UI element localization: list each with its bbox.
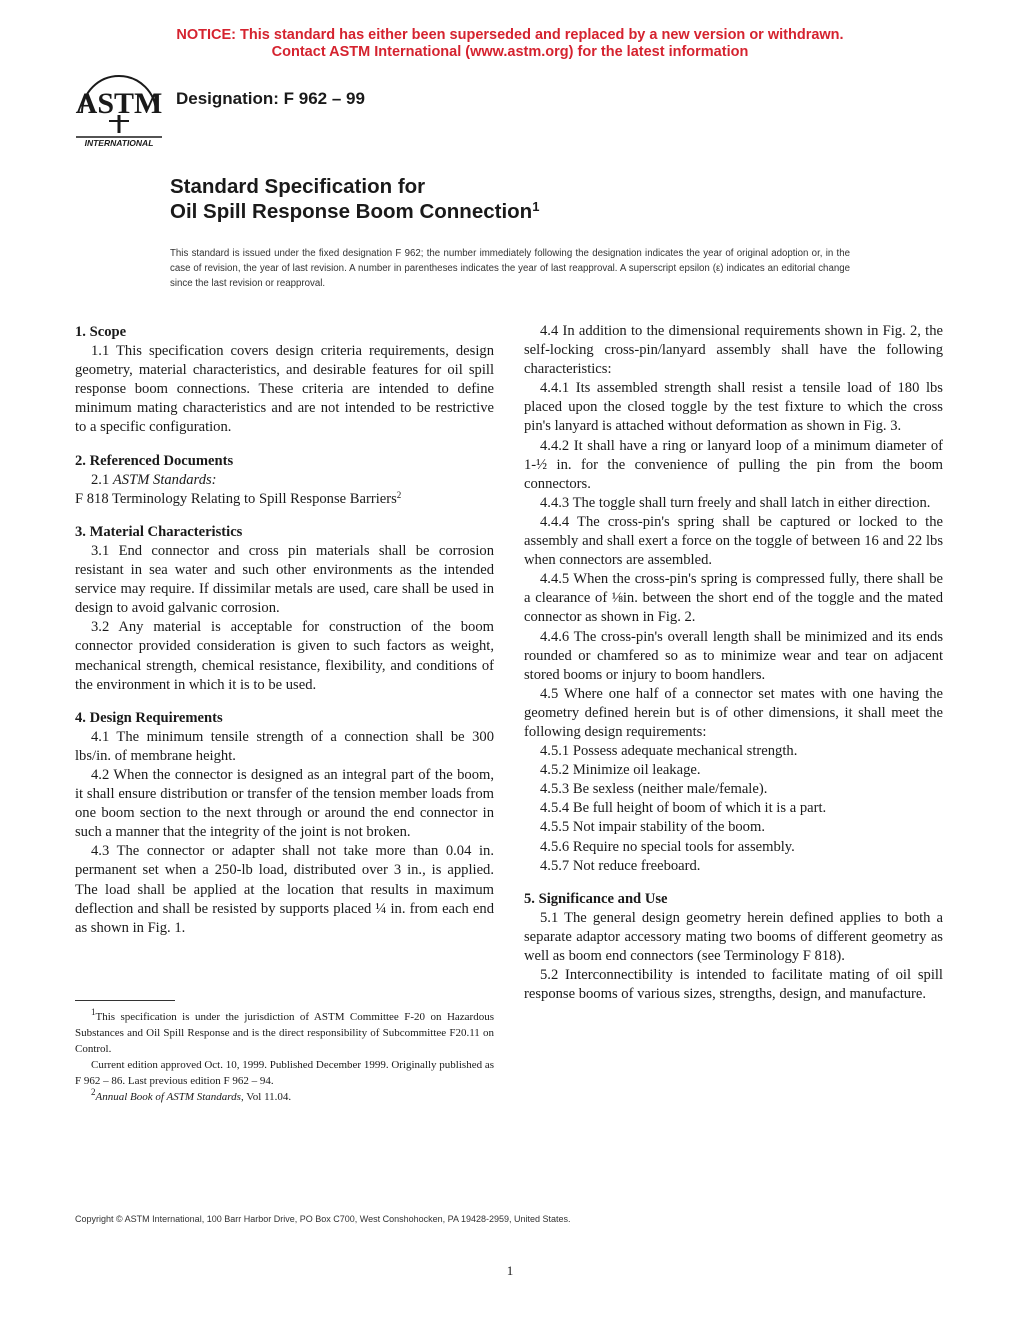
paragraph-4-5-4: 4.5.4 Be full height of boom of which it is a part.: [540, 800, 827, 817]
paragraph-4-5-6: 4.5.6 Require no special tools for assembly.: [540, 838, 795, 855]
paragraph-5-1: 5.1 The general design geometry herein defined applies to both a separate adaptor accessory mating two booms of different geometry as well as boom end connectors (see Terminology F 818).: [524, 909, 943, 964]
footnote-1: [75, 1009, 494, 1057]
section-3-heading: 3. Material Characteristics: [75, 523, 243, 540]
reference-f818-text: F 818 Terminology Relating to Spill Response Barriers: [75, 490, 397, 507]
footnote-2-tail: , Vol 11.04.: [240, 1091, 292, 1103]
footnote-2: [75, 1089, 494, 1105]
paragraph-4-1: 4.1 The minimum tensile strength of a connection shall be 300 lbs/in. of membrane height.: [75, 728, 494, 764]
footnote-2-title: Annual Book of ASTM Standards: [95, 1091, 241, 1103]
paragraph-4-4-5: 4.4.5 When the cross-pin's spring is compressed fully, there shall be a clearance of ⅛in. between the short end of the toggle and the mated connector as shown in Fig. 2.: [524, 571, 943, 626]
paragraph-4-4: 4.4 In addition to the dimensional requirements shown in Fig. 2, the self-locking cross-pin/lanyard assembly shall have the following characteristics:: [524, 323, 943, 378]
astm-logo-icon: [74, 73, 164, 153]
paragraph-4-4-2: 4.4.2 It shall have a ring or lanyard loop of a minimum diameter of 1-½ in. for the convenience of pulling the pin from the boom connectors.: [524, 437, 943, 492]
paragraph-5-2: 5.2 Interconnectibility is intended to facilitate mating of oil spill response booms of various sizes, strengths, design, and manufacture.: [524, 967, 943, 1003]
copyright: Copyright © ASTM International, 100 Barr Harbor Drive, PO Box C700, West Conshohocken, PA 19428-2959, United States.: [75, 1214, 571, 1224]
paragraph-4-3: 4.3 The connector or adapter shall not take more than 0.04 in. permanent set when a 250-lb load, distributed over 3 in., is applied. The load shall be applied at the location that results in maximum deflection and shall be resisted by supports placed ¼ in. from each end as shown in Fig. 1.: [75, 843, 494, 936]
paragraph-4-5-2: 4.5.2 Minimize oil leakage.: [540, 762, 701, 779]
footnotes: [75, 1009, 494, 1105]
footnote-2-mark: 2: [91, 1087, 96, 1097]
reference-f818-mark: 2: [396, 489, 402, 500]
paragraph-1-1: 1.1 This specification covers design criteria requirements, design geometry, material characteristics, and desirable features for oil spill response boom connections. These criteria are intended to define minimum mating characteristics and are not intended to be restrictive to a specific configuration.: [75, 343, 494, 436]
paragraph-3-2: 3.2 Any material is acceptable for construction of the boom connector provided consideration is given to such factors as weight, mechanical strength, chemical resistance, flexibility, and conditions of the environment in which it is to be used.: [75, 619, 494, 693]
paragraph-4-5-1: 4.5.1 Possess adequate mechanical strength.: [540, 743, 798, 760]
paragraph-2-1: [75, 471, 494, 490]
paragraph-2-1-title: ASTM Standards:: [112, 471, 217, 488]
paragraph-4-4-1: 4.4.1 Its assembled strength shall resist a tensile load of 180 lbs placed upon the closed toggle by the test fixture to which the cross pin's lanyard is attached without deformation as shown in Fig. 3.: [524, 380, 943, 435]
preamble: This standard is issued under the fixed designation F 962; the number immediately following the designation indicates the year of original adoption or, in the case of revision, the year of last revision. A number in parentheses indicates the year of last reapproval. A superscript epsilon (ε) indicates an editorial change since the last revision or reapproval.: [170, 248, 850, 289]
section-1-heading: 1. Scope: [75, 324, 127, 340]
paragraph-4-5-5: 4.5.5 Not impair stability of the boom.: [540, 819, 765, 836]
document-title: [170, 174, 539, 224]
section-5-heading: 5. Significance and Use: [524, 890, 668, 907]
paragraph-4-4-6: 4.4.6 The cross-pin's overall length shall be minimized and its ends rounded or chamfered so as to minimize wear and tear on adjacent stored booms or injury to boom handlers.: [524, 628, 943, 683]
title-line-2: Oil Spill Response Boom Connection: [170, 200, 533, 223]
footnote-divider: [75, 1000, 175, 1001]
logo-subtitle: INTERNATIONAL: [84, 138, 154, 148]
section-4-heading: 4. Design Requirements: [75, 709, 223, 726]
page-number: 1: [506, 1263, 514, 1278]
paragraph-4-4-3: 4.4.3 The toggle shall turn freely and shall latch in either direction.: [540, 494, 931, 511]
section-2-heading: 2. Referenced Documents: [75, 452, 234, 469]
paragraph-4-5: 4.5 Where one half of a connector set mates with one having the geometry defined herein but is of other dimensions, it shall meet the following design requirements:: [524, 685, 943, 740]
notice-line-1: NOTICE: This standard has either been superseded and replaced by a new version or withdrawn.: [176, 27, 844, 43]
paragraph-4-5-7: 4.5.7 Not reduce freeboard.: [540, 857, 701, 874]
footnote-1-edition: Current edition approved Oct. 10, 1999. Published December 1999. Originally published as F 962 – 86. Last previous edition F 962 – 94.: [75, 1059, 494, 1087]
paragraph-4-4-4: 4.4.4 The cross-pin's spring shall be captured or locked to the assembly and shall exert a force on the toggle of between 16 and 22 lbs when connectors are assembled.: [524, 513, 943, 569]
notice-line-2: Contact ASTM International (www.astm.org) for the latest information: [271, 44, 749, 60]
paragraph-4-2: 4.2 When the connector is designed as an integral part of the boom, it shall ensure distribution or transfer of the tension member loads from one boom section to the next through or around the end connector in such a manner that the integrity of the joint is not broken.: [75, 766, 494, 841]
logo-letters: ASTM: [75, 87, 163, 120]
paragraph-4-5-3: 4.5.3 Be sexless (neither male/female).: [540, 781, 768, 798]
title-line-1: Standard Specification for: [170, 175, 426, 198]
title-footnote-mark: 1: [532, 199, 540, 214]
paragraph-3-1: 3.1 End connector and cross pin materials shall be corrosion resistant in sea water and such other environments as the intended service may require. If dissimilar metals are used, care shall be used in design to avoid galvanic corrosion.: [75, 542, 494, 617]
right-column: [524, 322, 943, 1004]
left-column: [75, 322, 494, 938]
withdrawn-notice: [0, 27, 1020, 61]
footnote-1-text: This specification is under the jurisdiction of ASTM Committee F-20 on Hazardous Substances and Oil Spill Response and is the direct responsibility of Subcommittee F20.11 on Control.: [75, 1011, 494, 1055]
paragraph-2-1-number: 2.1: [91, 471, 113, 488]
designation: Designation: F 962 – 99: [176, 89, 365, 108]
reference-f818: [75, 490, 494, 509]
footnote-1-mark: 1: [91, 1007, 96, 1017]
